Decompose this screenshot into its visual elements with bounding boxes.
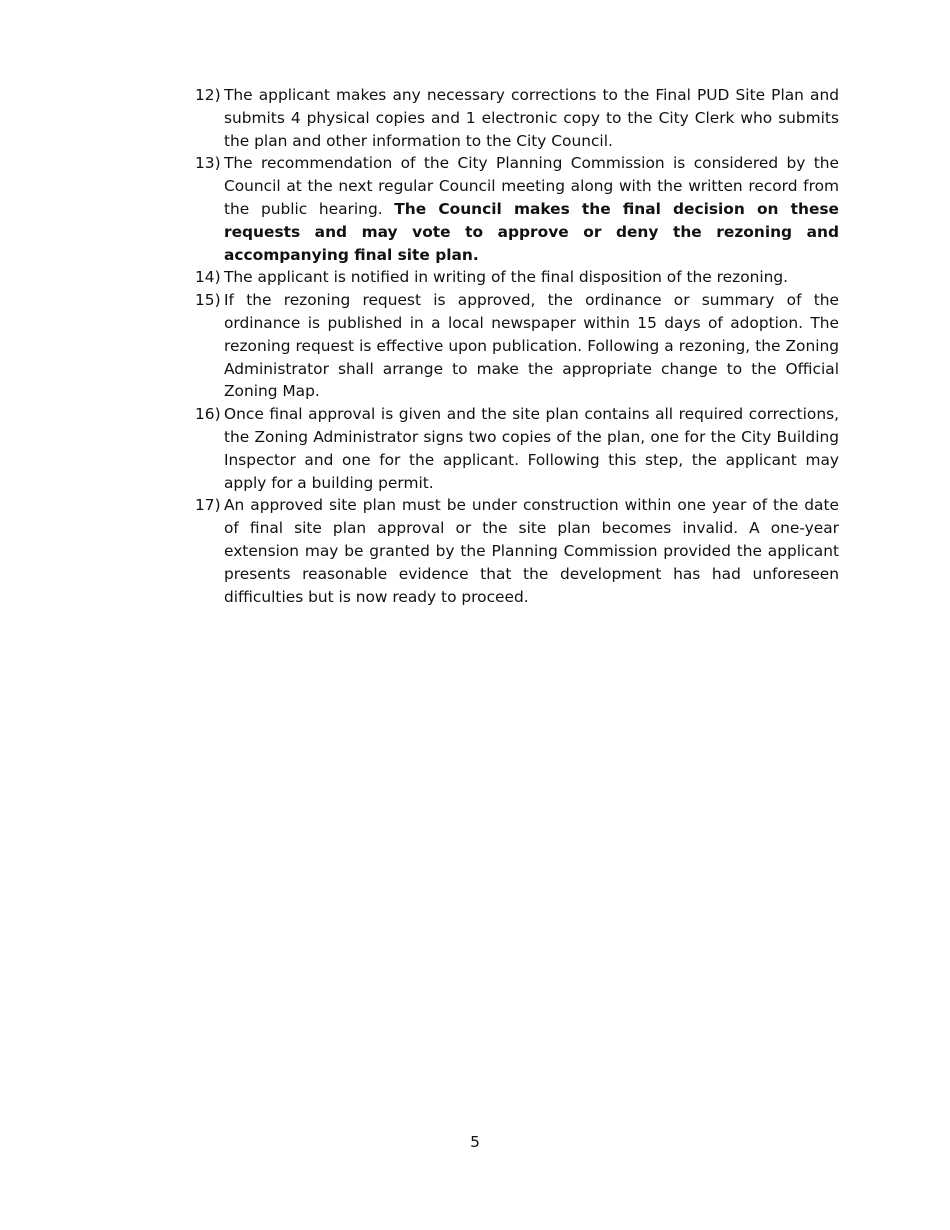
item-text	[224, 494, 839, 608]
item-text-regular: Once final approval is given and the site plan contains all required corrections, the Zoning Administrator signs two copies of the plan, one for the City Building Inspector and one for the applicant. Following this step, the applicant may apply for a building permit.	[224, 405, 839, 492]
item-number: 12)	[195, 86, 221, 104]
item-number: 15)	[195, 291, 221, 310]
item-number: 14)	[195, 268, 221, 287]
item-text	[224, 289, 839, 403]
page-number: 5	[470, 1133, 480, 1151]
list-item	[195, 494, 839, 608]
list-item	[195, 152, 839, 266]
item-text-regular: The recommendation of the City Planning Commission is considered by the Council at the next regular Council meeting along with the written record from the public hearing.	[224, 154, 839, 218]
list-item	[195, 403, 839, 494]
item-number: 13)	[195, 154, 221, 173]
item-text	[224, 403, 839, 494]
item-text-regular: If the rezoning request is approved, the ordinance or summary of the ordinance is published in a local newspaper within 15 days of adoption. The rezoning request is effective upon publication. Following a rezoning, the Zoning Administrator shall arrange to make the appropriate change to the Official Zoning Map.	[224, 291, 839, 401]
item-text	[224, 266, 839, 289]
item-number: 17)	[195, 496, 221, 515]
list-item	[195, 84, 839, 152]
list-item	[195, 289, 839, 403]
item-text-regular: The applicant is notified in writing of the final disposition of the rezoning.	[224, 268, 789, 287]
item-text-bold: The Council makes the final decision on these requests and may vote to approve or deny the rezoning and accompanying final site plan.	[224, 199, 840, 264]
item-text-regular: The applicant makes any necessary corrections to the Final PUD Site Plan and submits 4 physical copies and 1 electronic copy to the City Clerk who submits the plan and other information to the City Council.	[224, 86, 839, 150]
item-text	[224, 84, 839, 152]
item-text	[224, 152, 839, 266]
item-number: 16)	[195, 405, 221, 424]
procedure-list	[195, 84, 839, 608]
item-text-regular: An approved site plan must be under construction within one year of the date of final site plan approval or the site plan becomes invalid. A one-year extension may be granted by the Planning Commission provided the applicant presents reasonable evidence that the development has had unforeseen difficulties but is now ready to proceed.	[224, 496, 839, 606]
list-item	[195, 266, 839, 289]
